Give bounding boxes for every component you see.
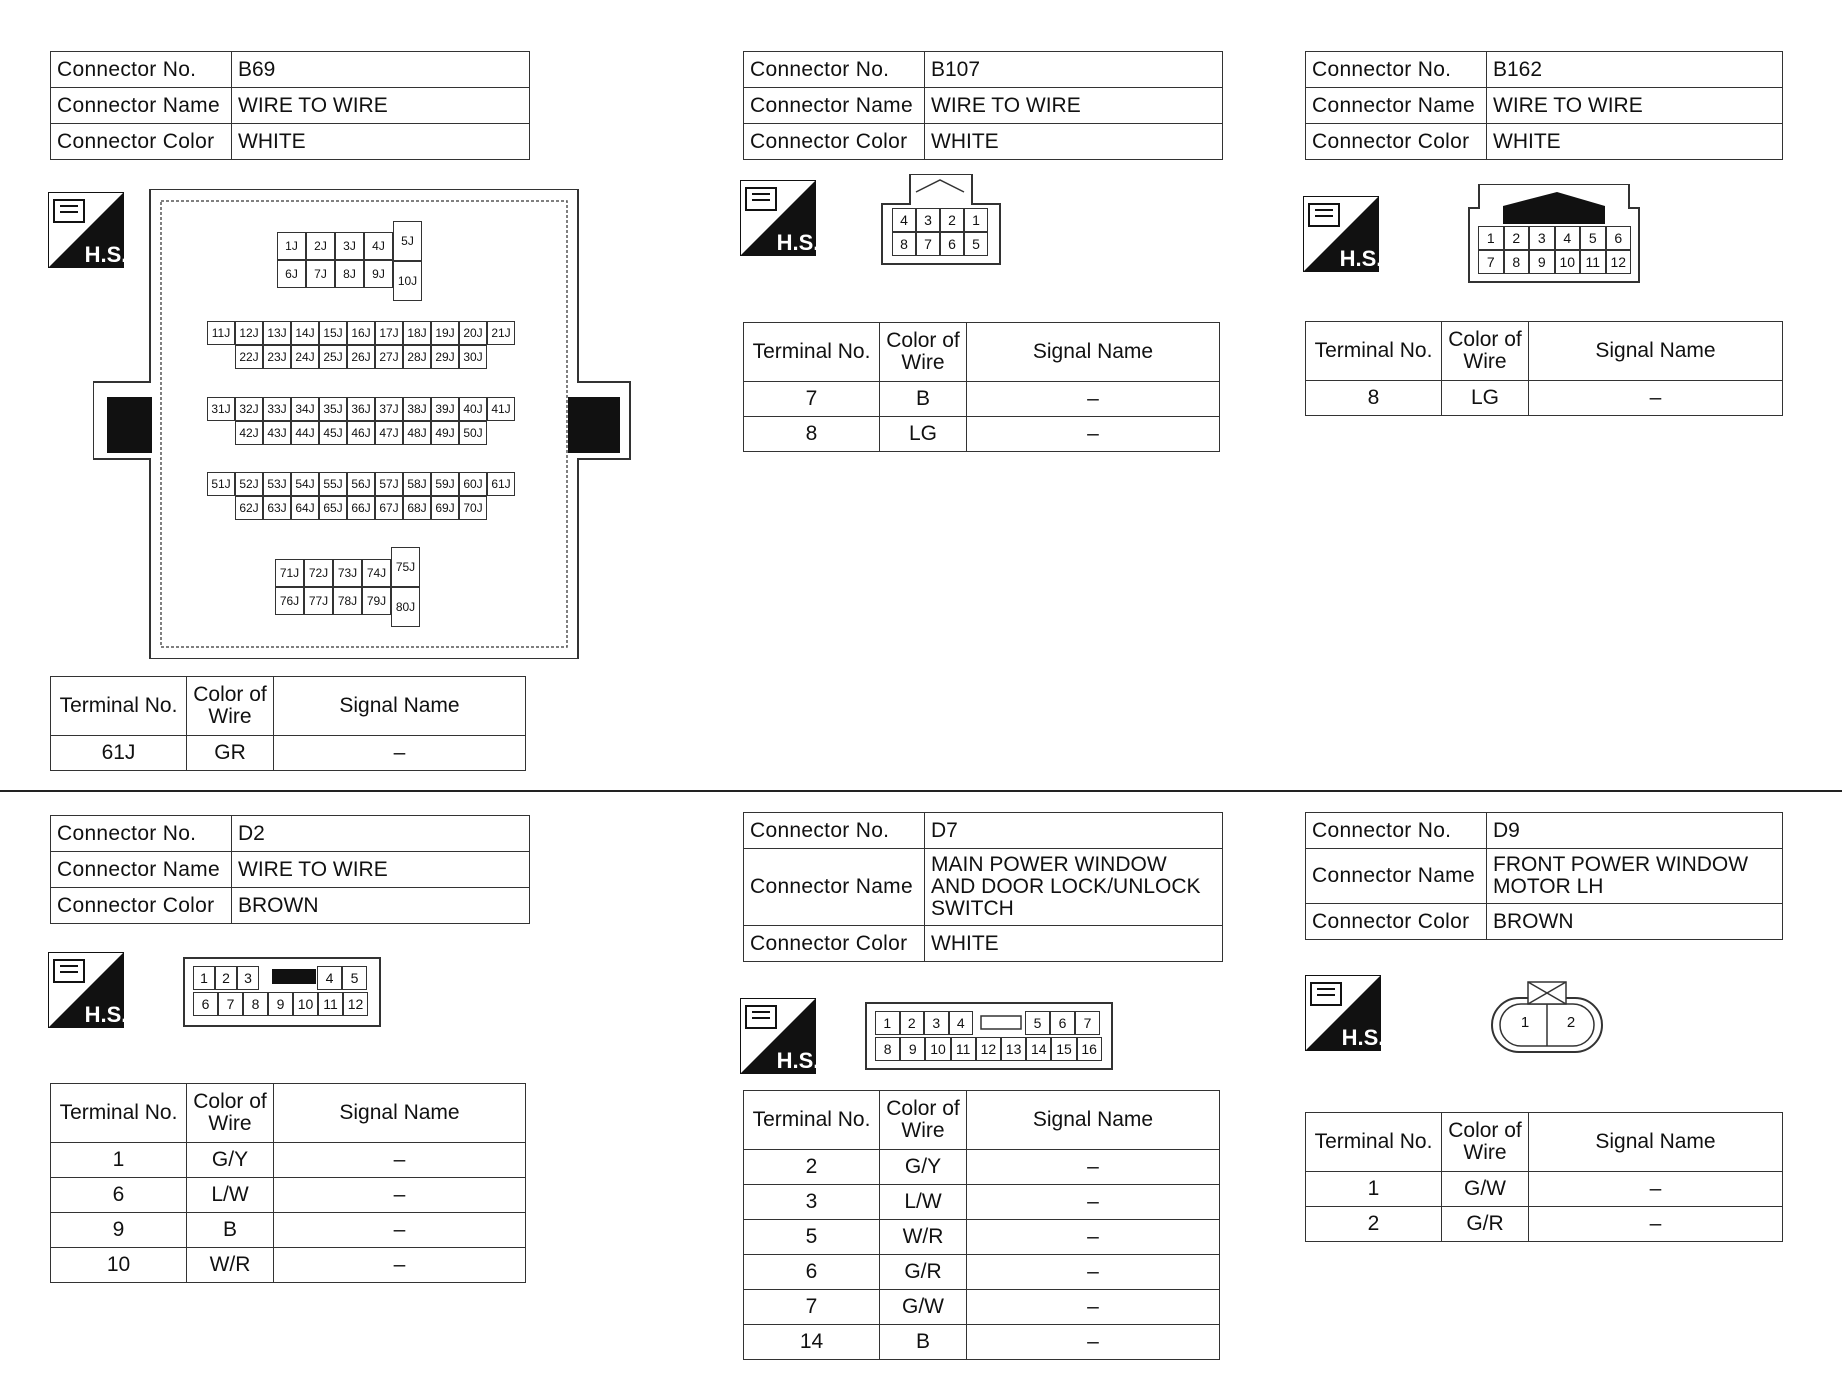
- connector-no-value: D7: [925, 813, 1223, 849]
- connector-d9-face: [1490, 980, 1604, 1054]
- harness-side-icon: [1303, 196, 1379, 272]
- signal-name-cell: –: [967, 1290, 1220, 1325]
- terminal-pin: 3: [237, 966, 259, 990]
- terminal-pin: 27J: [375, 345, 403, 369]
- terminal-pin: 6: [1050, 1011, 1075, 1035]
- signal-name-cell: –: [1529, 381, 1783, 416]
- terminal-pin: 8: [243, 992, 268, 1016]
- terminal-pin: 37J: [375, 397, 403, 421]
- terminal-pin: 2: [940, 208, 964, 232]
- terminal-pin: 6: [193, 992, 218, 1016]
- terminal-pin: 16J: [347, 321, 375, 345]
- terminal-pin: 1: [193, 966, 215, 990]
- connector-b107-info: [743, 51, 1223, 160]
- signal-name-header: Signal Name: [1529, 1113, 1783, 1172]
- wire-color-cell: LG: [880, 417, 967, 452]
- connector-name-value: WIRE TO WIRE: [232, 88, 530, 124]
- terminal-pin: 25J: [319, 345, 347, 369]
- signal-name-cell: –: [967, 417, 1220, 452]
- terminal-pin: 59J: [431, 472, 459, 496]
- terminal-pin: 65J: [319, 496, 347, 520]
- terminal-pin: 35J: [319, 397, 347, 421]
- wire-color-cell: G/Y: [880, 1150, 967, 1185]
- connector-no-label: Connector No.: [744, 813, 925, 849]
- terminal-no-header: Terminal No.: [744, 323, 880, 382]
- connector-b162-terminal-table: [1305, 321, 1783, 416]
- connector-color-label: Connector Color: [1306, 124, 1487, 160]
- terminal-no-cell: 61J: [51, 736, 187, 771]
- connector-color-label: Connector Color: [51, 124, 232, 160]
- terminal-no-header: Terminal No.: [51, 677, 187, 736]
- table-row: [1306, 1172, 1783, 1207]
- terminal-pin: 58J: [403, 472, 431, 496]
- terminal-no-cell: 9: [51, 1213, 187, 1248]
- terminal-pin: 15J: [319, 321, 347, 345]
- connector-name-value: WIRE TO WIRE: [1487, 88, 1783, 124]
- terminal-pin: 11: [951, 1037, 976, 1061]
- terminal-no-cell: 8: [744, 417, 880, 452]
- terminal-no-header: Terminal No.: [1306, 1113, 1442, 1172]
- terminal-pin: 44J: [291, 421, 319, 445]
- connector-color-value: WHITE: [925, 926, 1223, 962]
- terminal-pin: 4: [949, 1011, 974, 1035]
- terminal-no-cell: 2: [744, 1150, 880, 1185]
- signal-name-cell: –: [967, 1220, 1220, 1255]
- terminal-pin: 67J: [375, 496, 403, 520]
- hs-label: H.S.: [84, 1002, 124, 1027]
- terminal-pin: 21J: [487, 321, 515, 345]
- connector-name-value: MAIN POWER WINDOW AND DOOR LOCK/UNLOCK SWITCH: [925, 849, 1223, 926]
- terminal-pin: 74J: [362, 559, 391, 587]
- terminal-pin: 36J: [347, 397, 375, 421]
- terminal-pin: 40J: [459, 397, 487, 421]
- connector-d9-terminal-table: [1305, 1112, 1783, 1242]
- terminal-pin: 1J: [277, 232, 306, 260]
- wire-color-cell: GR: [187, 736, 274, 771]
- wire-color-cell: W/R: [187, 1248, 274, 1283]
- terminal-no-cell: 10: [51, 1248, 187, 1283]
- terminal-pin: 2: [900, 1011, 925, 1035]
- terminal-pin: 1: [1520, 1014, 1530, 1031]
- connector-no-label: Connector No.: [51, 52, 232, 88]
- terminal-pin: 11: [1580, 250, 1606, 274]
- wire-color-cell: G/W: [880, 1290, 967, 1325]
- terminal-pin: 33J: [263, 397, 291, 421]
- terminal-pin: 32J: [235, 397, 263, 421]
- terminal-pin: 23J: [263, 345, 291, 369]
- connector-d7-info: [743, 812, 1223, 962]
- terminal-pin: 29J: [431, 345, 459, 369]
- wire-color-cell: W/R: [880, 1220, 967, 1255]
- terminal-pin: 1: [964, 208, 988, 232]
- connector-color-value: WHITE: [925, 124, 1223, 160]
- connector-b107-terminal-table: [743, 322, 1220, 452]
- terminal-pin: 66J: [347, 496, 375, 520]
- terminal-pin: 7: [916, 232, 940, 256]
- connector-name-label: Connector Name: [1306, 849, 1487, 904]
- table-row: [51, 736, 526, 771]
- terminal-pin: 69J: [431, 496, 459, 520]
- terminal-pin: 2J: [306, 232, 335, 260]
- terminal-pin: 42J: [235, 421, 263, 445]
- connector-b107-face: [880, 174, 1002, 266]
- terminal-pin: 46J: [347, 421, 375, 445]
- signal-name-header: Signal Name: [967, 1091, 1220, 1150]
- table-row: [744, 382, 1220, 417]
- terminal-pin: 7: [1075, 1011, 1100, 1035]
- terminal-pin: 31J: [207, 397, 235, 421]
- table-row: [744, 1150, 1220, 1185]
- terminal-no-cell: 1: [51, 1143, 187, 1178]
- wire-color-cell: B: [880, 1325, 967, 1360]
- connector-no-label: Connector No.: [744, 52, 925, 88]
- connector-b69-info: [50, 51, 530, 160]
- connector-name-value: WIRE TO WIRE: [925, 88, 1223, 124]
- terminal-pin: 4: [317, 966, 342, 990]
- connector-color-label: Connector Color: [744, 926, 925, 962]
- terminal-pin: 5: [342, 966, 367, 990]
- terminal-pin: 39J: [431, 397, 459, 421]
- hs-label: H.S.: [1341, 1025, 1381, 1050]
- terminal-pin: 14: [1026, 1037, 1051, 1061]
- terminal-pin: 54J: [291, 472, 319, 496]
- terminal-pin: 1: [875, 1011, 900, 1035]
- terminal-pin: 8: [1504, 250, 1530, 274]
- terminal-pin: 10J: [393, 261, 422, 301]
- terminal-pin: 4J: [364, 232, 393, 260]
- terminal-pin: 9: [1529, 250, 1555, 274]
- connector-name-value: FRONT POWER WINDOW MOTOR LH: [1487, 849, 1783, 904]
- color-of-wire-header: Color of Wire: [1442, 322, 1529, 381]
- table-row: [1306, 1207, 1783, 1242]
- terminal-pin: 12: [343, 992, 368, 1016]
- terminal-no-cell: 1: [1306, 1172, 1442, 1207]
- connector-d9-info: [1305, 812, 1783, 940]
- terminal-pin: 6J: [277, 260, 306, 288]
- terminal-pin: 5: [964, 232, 988, 256]
- terminal-pin: 45J: [319, 421, 347, 445]
- terminal-pin: 52J: [235, 472, 263, 496]
- table-row: [51, 1248, 526, 1283]
- terminal-pin: 3: [1529, 226, 1555, 250]
- signal-name-cell: –: [274, 736, 526, 771]
- wire-color-cell: B: [880, 382, 967, 417]
- terminal-pin: 28J: [403, 345, 431, 369]
- terminal-pin: 5J: [393, 221, 422, 261]
- terminal-pin: 12: [1606, 250, 1632, 274]
- connector-color-value: BROWN: [232, 888, 530, 924]
- terminal-pin: 57J: [375, 472, 403, 496]
- harness-side-icon: [1305, 975, 1381, 1051]
- signal-name-cell: –: [274, 1143, 526, 1178]
- terminal-no-cell: 7: [744, 382, 880, 417]
- signal-name-header: Signal Name: [274, 677, 526, 736]
- connector-color-value: WHITE: [232, 124, 530, 160]
- connector-d2-info: [50, 815, 530, 924]
- terminal-pin: 76J: [275, 587, 304, 615]
- signal-name-cell: –: [967, 382, 1220, 417]
- terminal-pin: 55J: [319, 472, 347, 496]
- terminal-pin: 12: [976, 1037, 1001, 1061]
- harness-side-icon: [740, 180, 816, 256]
- terminal-pin: 22J: [235, 345, 263, 369]
- terminal-pin: 18J: [403, 321, 431, 345]
- table-row: [744, 1255, 1220, 1290]
- terminal-pin: 63J: [263, 496, 291, 520]
- terminal-pin: 70J: [459, 496, 487, 520]
- connector-name-label: Connector Name: [51, 852, 232, 888]
- connector-d2-terminal-table: [50, 1083, 526, 1283]
- terminal-pin: 13: [1001, 1037, 1026, 1061]
- connector-name-label: Connector Name: [1306, 88, 1487, 124]
- table-row: [744, 417, 1220, 452]
- terminal-pin: 8J: [335, 260, 364, 288]
- signal-name-cell: –: [274, 1178, 526, 1213]
- terminal-pin: 24J: [291, 345, 319, 369]
- wire-color-cell: L/W: [187, 1178, 274, 1213]
- terminal-pin: 8: [892, 232, 916, 256]
- terminal-no-header: Terminal No.: [51, 1084, 187, 1143]
- terminal-pin: 5: [1580, 226, 1606, 250]
- terminal-pin: 72J: [304, 559, 333, 587]
- terminal-pin: 78J: [333, 587, 362, 615]
- color-of-wire-header: Color of Wire: [880, 323, 967, 382]
- terminal-pin: 75J: [391, 547, 420, 587]
- connector-no-value: D9: [1487, 813, 1783, 849]
- terminal-pin: 13J: [263, 321, 291, 345]
- signal-name-cell: –: [967, 1150, 1220, 1185]
- connector-no-value: B107: [925, 52, 1223, 88]
- signal-name-cell: –: [274, 1213, 526, 1248]
- terminal-pin: 10: [925, 1037, 950, 1061]
- terminal-pin: 61J: [487, 472, 515, 496]
- terminal-pin: 77J: [304, 587, 333, 615]
- terminal-pin: 4: [892, 208, 916, 232]
- connector-no-value: B69: [232, 52, 530, 88]
- connector-no-value: D2: [232, 816, 530, 852]
- wire-color-cell: G/W: [1442, 1172, 1529, 1207]
- connector-no-value: B162: [1487, 52, 1783, 88]
- terminal-pin: 2: [1504, 226, 1530, 250]
- terminal-pin: 7J: [306, 260, 335, 288]
- terminal-pin: 79J: [362, 587, 391, 615]
- terminal-pin: 73J: [333, 559, 362, 587]
- table-row: [51, 1143, 526, 1178]
- terminal-no-cell: 2: [1306, 1207, 1442, 1242]
- terminal-pin: 2: [215, 966, 237, 990]
- terminal-pin: 9: [268, 992, 293, 1016]
- signal-name-cell: –: [967, 1325, 1220, 1360]
- terminal-pin: 62J: [235, 496, 263, 520]
- terminal-no-header: Terminal No.: [744, 1091, 880, 1150]
- signal-name-cell: –: [967, 1185, 1220, 1220]
- terminal-pin: 68J: [403, 496, 431, 520]
- terminal-pin: 15: [1051, 1037, 1076, 1061]
- connector-name-label: Connector Name: [744, 849, 925, 926]
- table-row: [1306, 381, 1783, 416]
- color-of-wire-header: Color of Wire: [187, 677, 274, 736]
- connector-b162-info: [1305, 51, 1783, 160]
- terminal-pin: 19J: [431, 321, 459, 345]
- terminal-pin: 47J: [375, 421, 403, 445]
- connector-name-label: Connector Name: [51, 88, 232, 124]
- connector-b69-terminal-table: [50, 676, 526, 771]
- terminal-pin: 7: [1478, 250, 1504, 274]
- signal-name-cell: –: [1529, 1207, 1783, 1242]
- wire-color-cell: G/Y: [187, 1143, 274, 1178]
- wire-color-cell: L/W: [880, 1185, 967, 1220]
- terminal-pin: 56J: [347, 472, 375, 496]
- connector-color-label: Connector Color: [51, 888, 232, 924]
- terminal-pin: 11J: [207, 321, 235, 345]
- terminal-pin: 38J: [403, 397, 431, 421]
- wire-color-cell: B: [187, 1213, 274, 1248]
- terminal-pin: 3: [916, 208, 940, 232]
- signal-name-cell: –: [1529, 1172, 1783, 1207]
- signal-name-cell: –: [967, 1255, 1220, 1290]
- terminal-pin: 10: [1555, 250, 1581, 274]
- color-of-wire-header: Color of Wire: [880, 1091, 967, 1150]
- table-row: [744, 1290, 1220, 1325]
- terminal-pin: 50J: [459, 421, 487, 445]
- terminal-pin: 14J: [291, 321, 319, 345]
- terminal-pin: 11: [318, 992, 343, 1016]
- table-row: [51, 1213, 526, 1248]
- terminal-no-cell: 6: [744, 1255, 880, 1290]
- terminal-pin: 3J: [335, 232, 364, 260]
- table-row: [744, 1220, 1220, 1255]
- table-row: [51, 1178, 526, 1213]
- wire-color-cell: G/R: [1442, 1207, 1529, 1242]
- connector-name-value: WIRE TO WIRE: [232, 852, 530, 888]
- terminal-no-cell: 8: [1306, 381, 1442, 416]
- terminal-pin: 20J: [459, 321, 487, 345]
- terminal-pin: 4: [1555, 226, 1581, 250]
- harness-side-icon: [740, 998, 816, 1074]
- terminal-no-cell: 7: [744, 1290, 880, 1325]
- signal-name-header: Signal Name: [274, 1084, 526, 1143]
- connector-b162-face: [1467, 184, 1641, 284]
- terminal-pin: 60J: [459, 472, 487, 496]
- terminal-pin: 3: [924, 1011, 949, 1035]
- terminal-pin: 51J: [207, 472, 235, 496]
- terminal-no-cell: 6: [51, 1178, 187, 1213]
- terminal-pin: 49J: [431, 421, 459, 445]
- color-of-wire-header: Color of Wire: [187, 1084, 274, 1143]
- connector-no-label: Connector No.: [51, 816, 232, 852]
- table-row: [744, 1325, 1220, 1360]
- terminal-pin: 26J: [347, 345, 375, 369]
- connector-color-value: BROWN: [1487, 904, 1783, 940]
- terminal-pin: 5: [1025, 1011, 1050, 1035]
- connector-color-label: Connector Color: [1306, 904, 1487, 940]
- terminal-pin: 8: [875, 1037, 900, 1061]
- harness-side-icon: [48, 952, 124, 1028]
- terminal-no-header: Terminal No.: [1306, 322, 1442, 381]
- terminal-pin: 9: [900, 1037, 925, 1061]
- terminal-pin: 10: [293, 992, 318, 1016]
- terminal-pin: 34J: [291, 397, 319, 421]
- terminal-pin: 7: [218, 992, 243, 1016]
- hs-label: H.S.: [776, 1048, 816, 1073]
- color-of-wire-header: Color of Wire: [1442, 1113, 1529, 1172]
- connector-color-value: WHITE: [1487, 124, 1783, 160]
- terminal-pin: 43J: [263, 421, 291, 445]
- signal-name-cell: –: [274, 1248, 526, 1283]
- terminal-pin: 17J: [375, 321, 403, 345]
- signal-name-header: Signal Name: [1529, 322, 1783, 381]
- terminal-pin: 6: [1606, 226, 1632, 250]
- connector-color-label: Connector Color: [744, 124, 925, 160]
- terminal-pin: 53J: [263, 472, 291, 496]
- wire-color-cell: LG: [1442, 381, 1529, 416]
- connector-no-label: Connector No.: [1306, 813, 1487, 849]
- connector-no-label: Connector No.: [1306, 52, 1487, 88]
- connector-d7-terminal-table: [743, 1090, 1220, 1360]
- terminal-pin: 1: [1478, 226, 1504, 250]
- terminal-no-cell: 5: [744, 1220, 880, 1255]
- hs-label: H.S.: [776, 230, 816, 255]
- terminal-no-cell: 14: [744, 1325, 880, 1360]
- wire-color-cell: G/R: [880, 1255, 967, 1290]
- connector-d2-face: [183, 957, 381, 1027]
- connector-d7-face: [865, 1002, 1113, 1070]
- terminal-pin: 2: [1566, 1014, 1576, 1031]
- terminal-pin: 41J: [487, 397, 515, 421]
- terminal-pin: 48J: [403, 421, 431, 445]
- terminal-pin: 9J: [364, 260, 393, 288]
- terminal-pin: 71J: [275, 559, 304, 587]
- terminal-pin: 16: [1077, 1037, 1102, 1061]
- terminal-pin: 30J: [459, 345, 487, 369]
- terminal-pin: 12J: [235, 321, 263, 345]
- terminal-pin: 6: [940, 232, 964, 256]
- terminal-no-cell: 3: [744, 1185, 880, 1220]
- table-row: [744, 1185, 1220, 1220]
- hs-label: H.S.: [84, 242, 124, 267]
- section-divider: [0, 790, 1842, 792]
- terminal-pin: 80J: [391, 587, 420, 627]
- terminal-pin: 64J: [291, 496, 319, 520]
- signal-name-header: Signal Name: [967, 323, 1220, 382]
- connector-b69-face: [93, 189, 633, 659]
- connector-name-label: Connector Name: [744, 88, 925, 124]
- hs-label: H.S.: [1339, 246, 1379, 271]
